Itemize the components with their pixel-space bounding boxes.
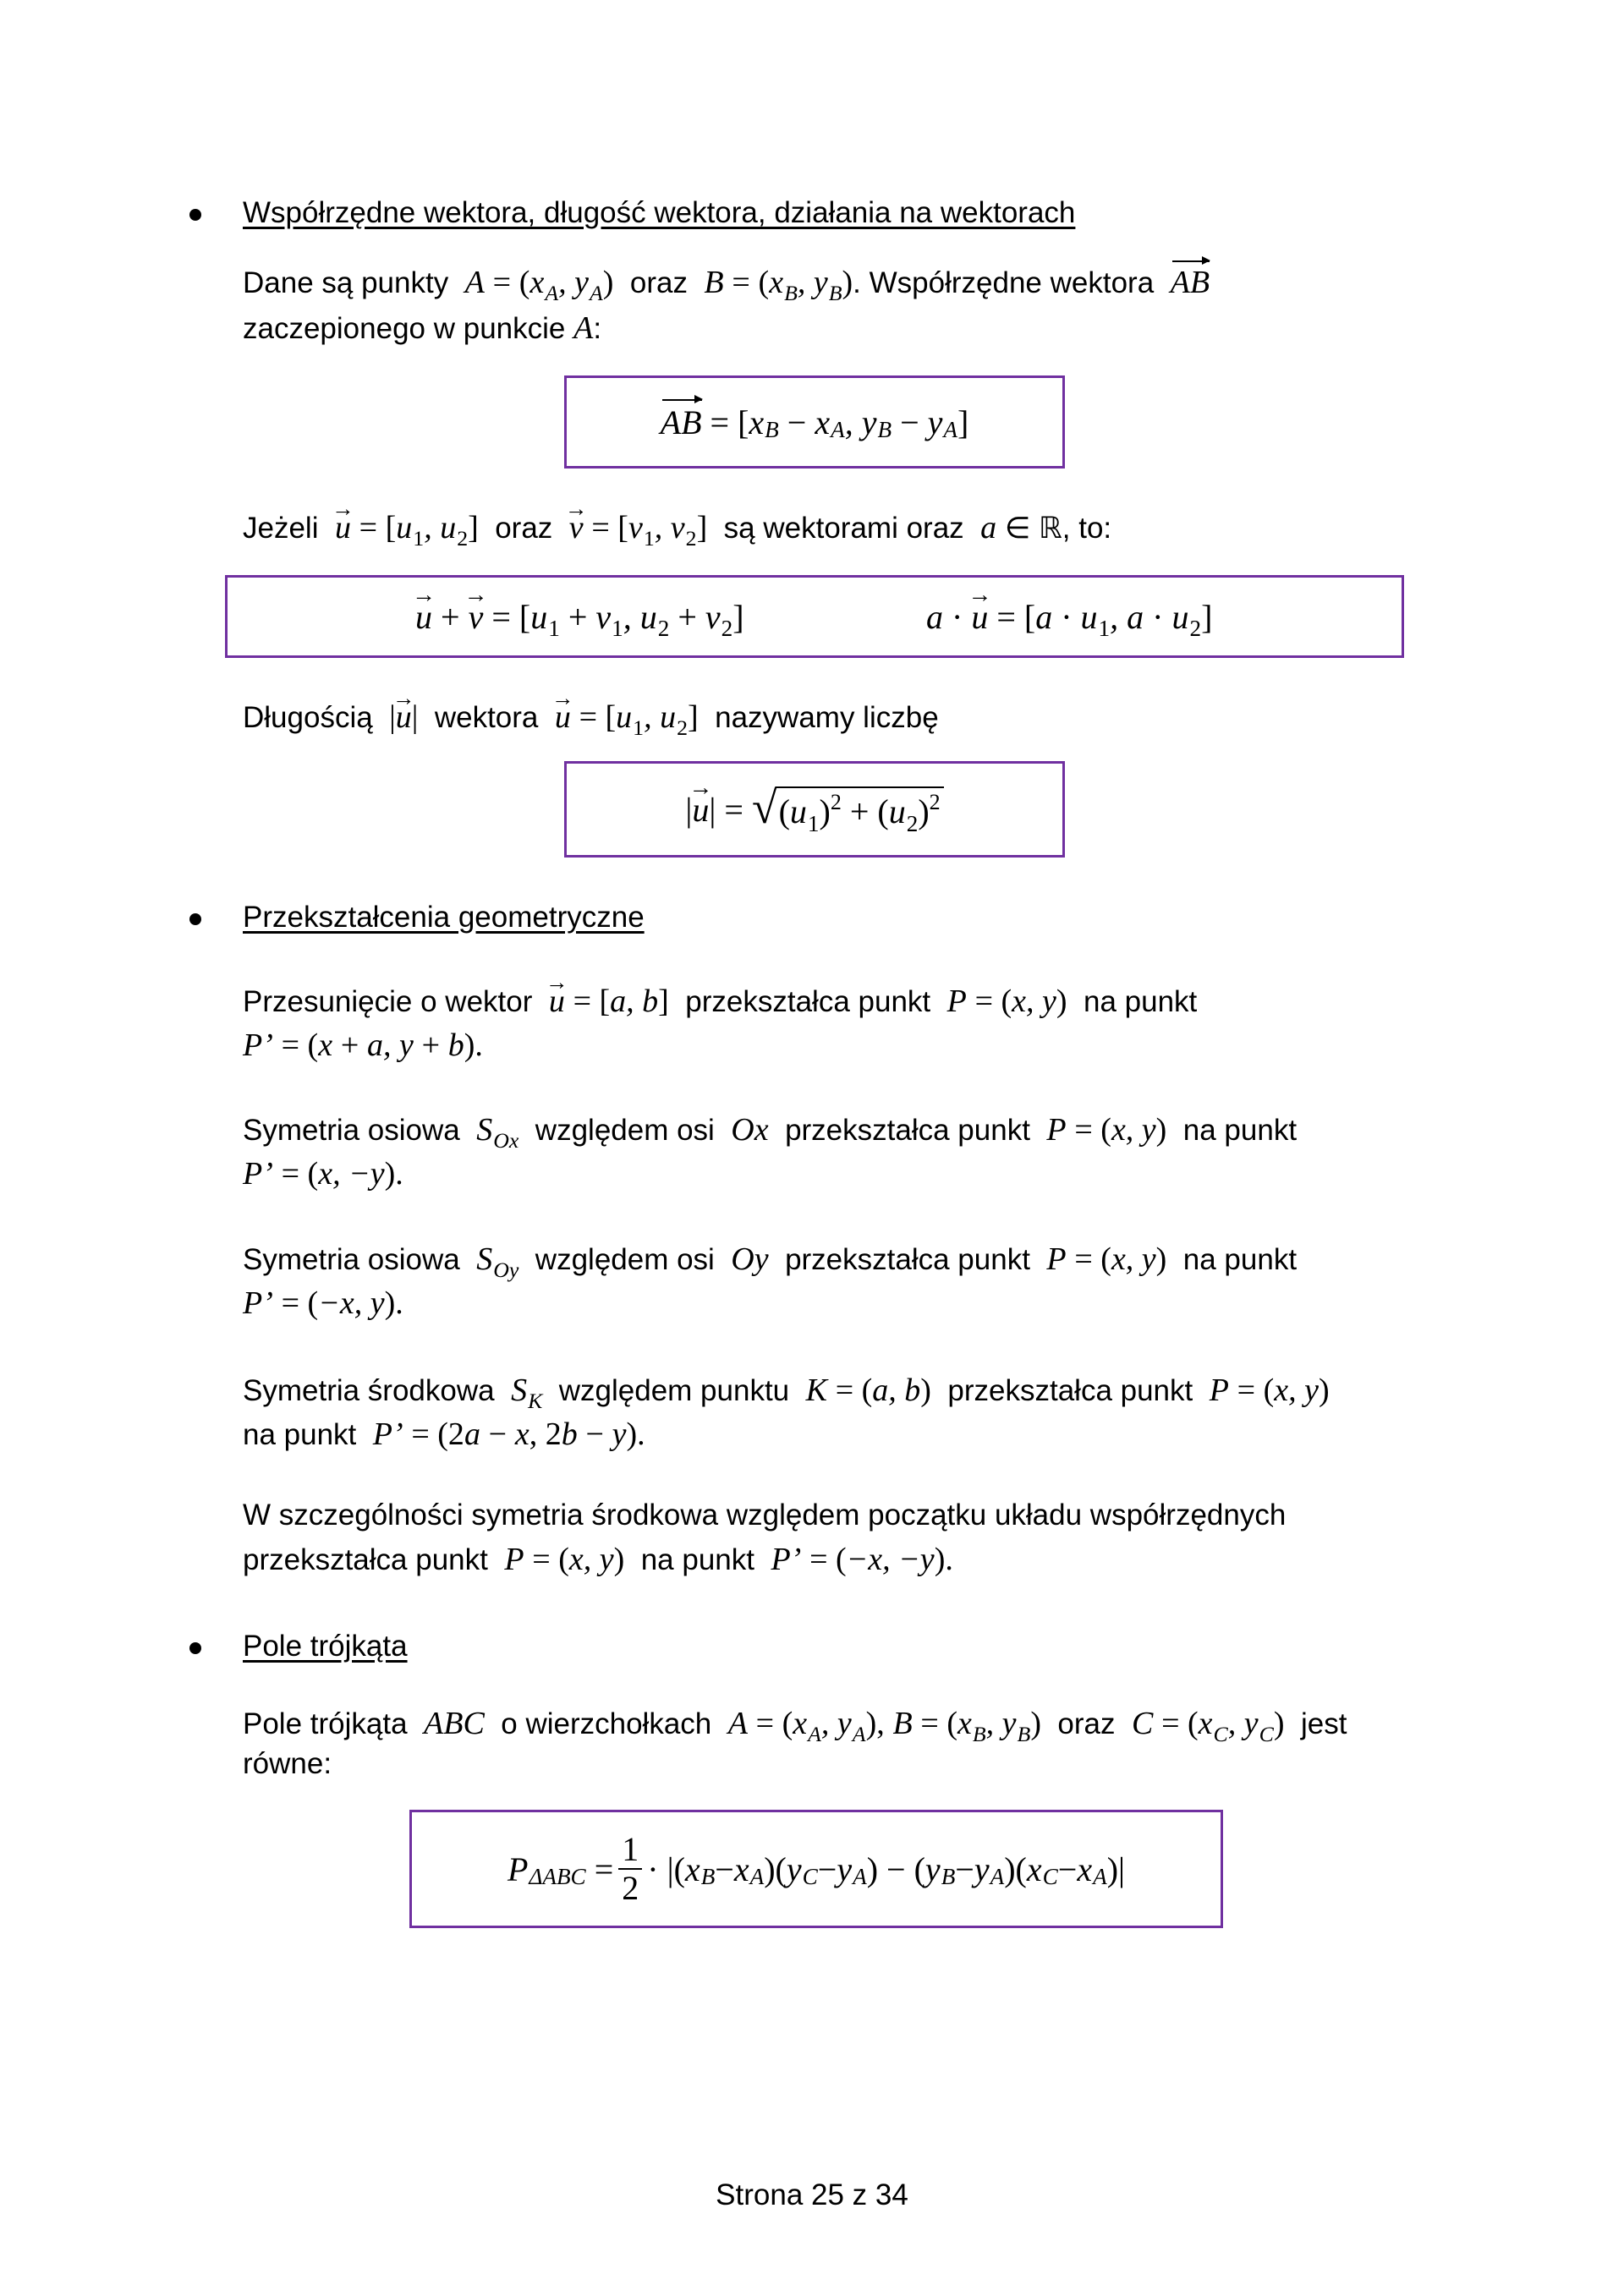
formula-box-vector-operations: → u + → $v = [u_1 + v_1$, $u_2 + v_2$] a · → $u = [a \cdot u_1$, $a \cdot u_2$]	[225, 575, 1404, 658]
paragraph-origin-symmetry: W szczególności symetria środkowa względem początku układu współrzędnych	[243, 1499, 1287, 1532]
page-number: Strona 25 z 34	[716, 2178, 908, 2211]
formula-origin-symmetry: przekształca punkt P = (x, y) na punkt P’ = (−x, −y).	[243, 1542, 953, 1577]
section-heading-triangle-area: Pole trójkąta	[243, 1630, 408, 1663]
paragraph-translation: Przesunięcie o wektor → u = [a, b] przekształca punkt P = (x, y) na punkt	[243, 983, 1197, 1020]
formula-box-vector-coordinates: AB = [ x B − x A , y B − y A ]	[564, 375, 1065, 469]
paragraph-points: Dane są punkty $A = (x_A$, $y_A$) oraz $B = (x_B$, $y_B$). Współrzędne wektora AB	[243, 265, 1210, 306]
paragraph-central-symmetry: Symetria środkowa $S_K$ względem punktu K = (a, b) przekształca punkt P = (x, y)	[243, 1373, 1330, 1414]
formula-translation-result: P’ = (x + a, y + b).	[243, 1027, 483, 1063]
paragraph-vector-length: Długością |→ u| wektora → $u = [u_1$, $u_2$] nazywamy liczbę	[243, 699, 939, 736]
paragraph-triangle-equals: równe:	[243, 1747, 332, 1780]
formula-symmetry-oy-result: P’ = (−x, y).	[243, 1285, 403, 1321]
paragraph-symmetry-oy: Symetria osiowa $S_{Oy}$ względem osi Oy przekształca punkt P = (x, y) na punkt	[243, 1241, 1298, 1283]
bullet	[189, 913, 201, 925]
bullet	[189, 209, 201, 221]
paragraph-symmetry-ox: Symetria osiowa $S_{Ox}$ względem osi Ox przekształca punkt P = (x, y) na punkt	[243, 1112, 1298, 1153]
formula-central-symmetry-result: na punkt P’ = (2a − x, 2b − y).	[243, 1417, 645, 1452]
formula-symmetry-ox-result: P’ = (x, −y).	[243, 1156, 403, 1192]
formula-box-vector-length: | → u | = √ $(u_1)^2 + (u_2)^2$	[564, 761, 1065, 858]
paragraph-triangle: Pole trójkąta ABC o wierzchołkach $A = (x_A$, $y_A$), $B = (x_B$, $y_B$) oraz $C = (x_C$, $y_C$) jest	[243, 1706, 1347, 1747]
section-heading-transformations: Przekształcenia geometryczne	[243, 901, 645, 934]
bullet	[189, 1642, 201, 1654]
paragraph-anchored: zaczepionego w punkcie A:	[243, 310, 602, 346]
paragraph-vector-ops: Jeżeli → $u = [u_1$, $u_2$] oraz → $v = [v_1$, $v_2$] są wektorami oraz a ∈ ℝ, to:	[243, 509, 1111, 546]
section-heading-vectors: Współrzędne wektora, długość wektora, działania na wektorach	[243, 196, 1076, 229]
formula-box-triangle-area: P ΔABC = $\frac{1}{2}$ · |( x B − x A )( y C − y A ) − ( y B − y A )( x C − x A )|	[409, 1810, 1223, 1928]
